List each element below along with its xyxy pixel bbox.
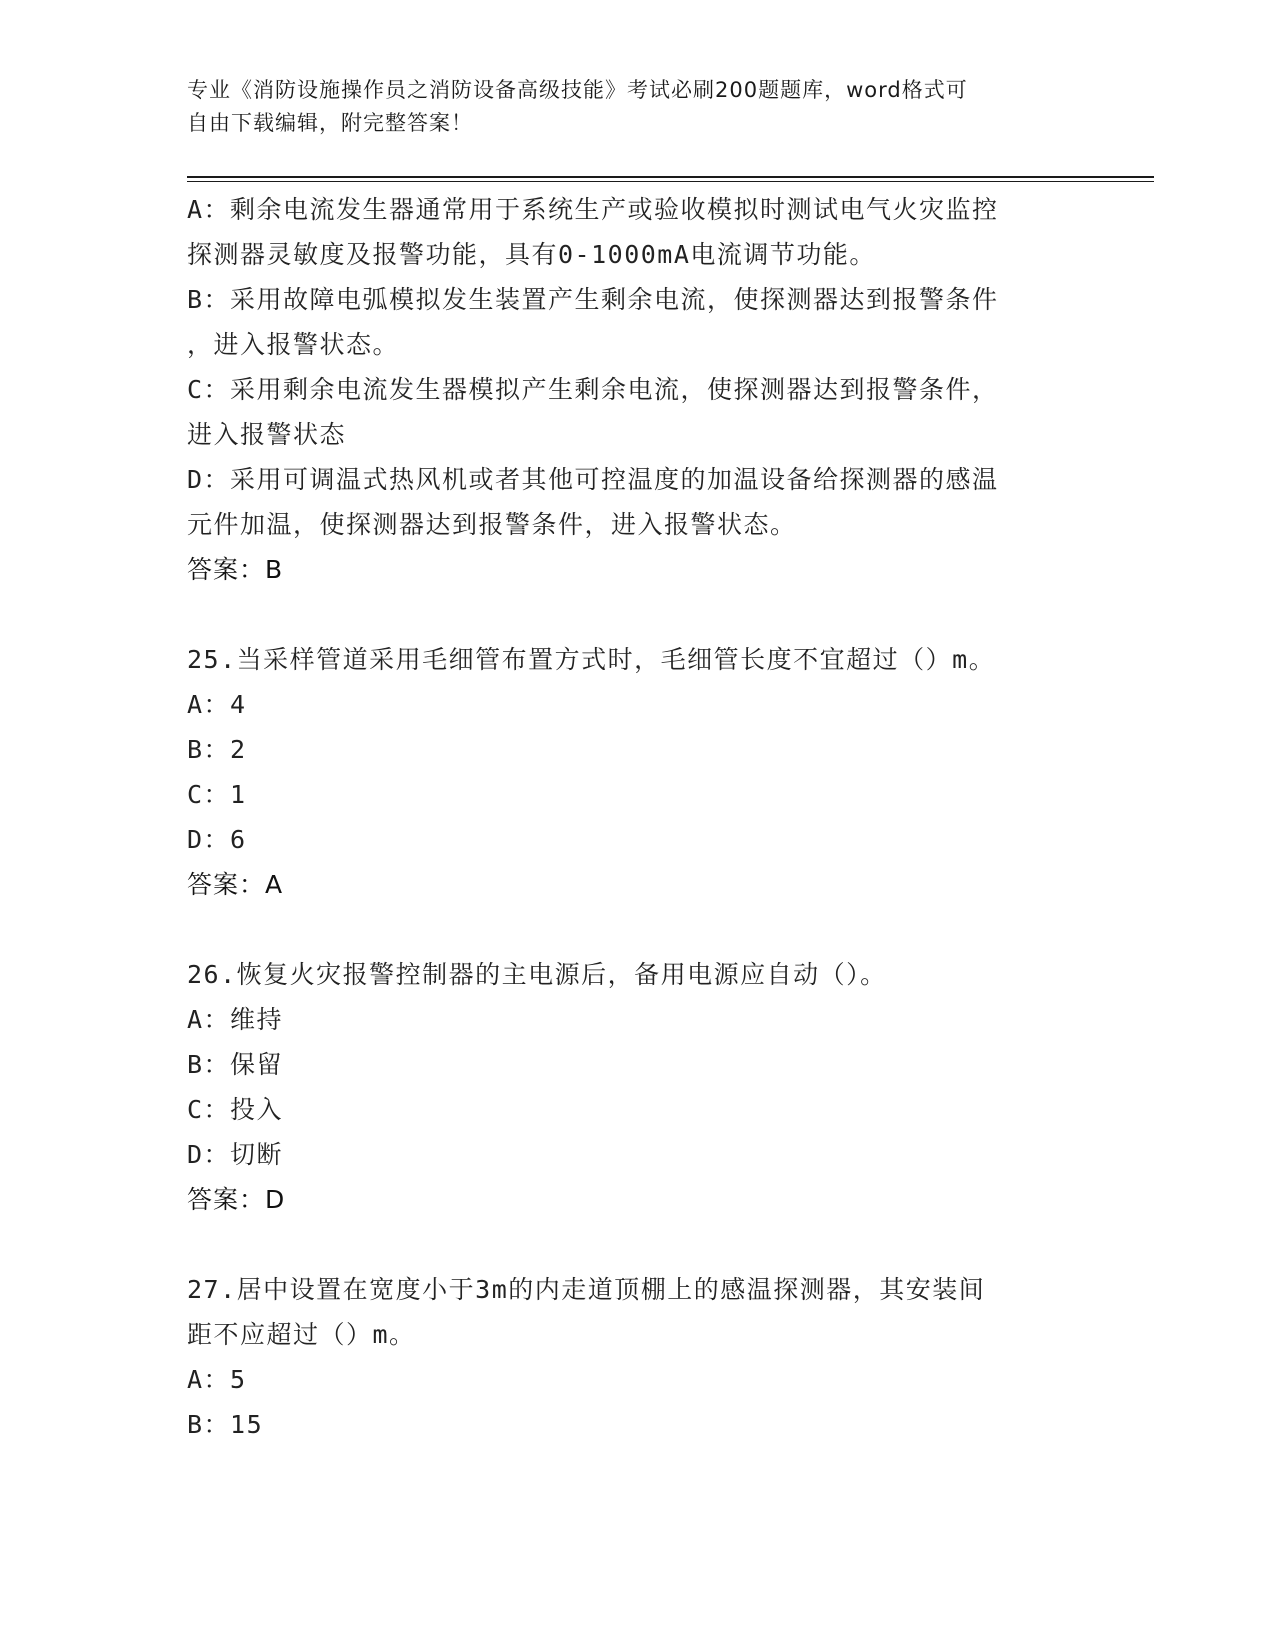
option-d: D：6 <box>187 825 247 854</box>
option-a: A：5 <box>187 1365 247 1394</box>
spacer <box>187 592 1067 637</box>
question-25-text: 25.当采样管道采用毛细管布置方式时，毛细管长度不宜超过（）m。 <box>187 645 996 674</box>
option-d-line-1: D：采用可调温式热风机或者其他可控温度的加温设备给探测器的感温 <box>187 465 999 494</box>
question-26 <box>187 952 1067 1222</box>
document-header <box>187 74 1067 140</box>
question-27 <box>187 1267 1067 1447</box>
option-a-line-2: 探测器灵敏度及报警功能，具有0-1000mA电流调节功能。 <box>187 240 876 269</box>
option-b: B：2 <box>187 735 247 764</box>
spacer <box>187 907 1067 952</box>
header-line-2: 自由下载编辑，附完整答案！ <box>187 111 473 135</box>
option-b: B：保留 <box>187 1050 284 1079</box>
spacer <box>187 1222 1067 1267</box>
question-27-text-line-1: 27.居中设置在宽度小于3m的内走道顶棚上的感温探测器，其安装间 <box>187 1275 986 1304</box>
answer-24: 答案：B <box>187 555 284 584</box>
option-d-line-2: 元件加温，使探测器达到报警条件，进入报警状态。 <box>187 510 797 539</box>
header-divider-thin <box>187 181 1154 182</box>
option-c-line-2: 进入报警状态 <box>187 420 347 449</box>
option-b: B：15 <box>187 1410 264 1439</box>
header-divider-thick <box>187 176 1154 178</box>
answer-26: 答案：D <box>187 1185 286 1214</box>
option-a: A：4 <box>187 690 247 719</box>
question-24 <box>187 187 1067 592</box>
question-list <box>187 187 1067 1447</box>
option-c-line-1: C：采用剩余电流发生器模拟产生剩余电流，使探测器达到报警条件， <box>187 375 999 404</box>
question-27-text-line-2: 距不应超过（）m。 <box>187 1320 416 1349</box>
question-26-text: 26.恢复火灾报警控制器的主电源后，备用电源应自动（）。 <box>187 960 887 989</box>
header-line-1: 专业《消防设施操作员之消防设备高级技能》考试必刷200题题库，word格式可 <box>187 78 968 102</box>
option-b-line-1: B：采用故障电弧模拟发生装置产生剩余电流，使探测器达到报警条件 <box>187 285 999 314</box>
option-c: C：投入 <box>187 1095 284 1124</box>
option-b-line-2: ，进入报警状态。 <box>187 330 400 359</box>
question-25 <box>187 637 1067 907</box>
option-c: C：1 <box>187 780 247 809</box>
option-a-line-1: A：剩余电流发生器通常用于系统生产或验收模拟时测试电气火灾监控 <box>187 195 999 224</box>
option-a: A：维持 <box>187 1005 284 1034</box>
option-d: D：切断 <box>187 1140 284 1169</box>
answer-25: 答案：A <box>187 870 284 899</box>
